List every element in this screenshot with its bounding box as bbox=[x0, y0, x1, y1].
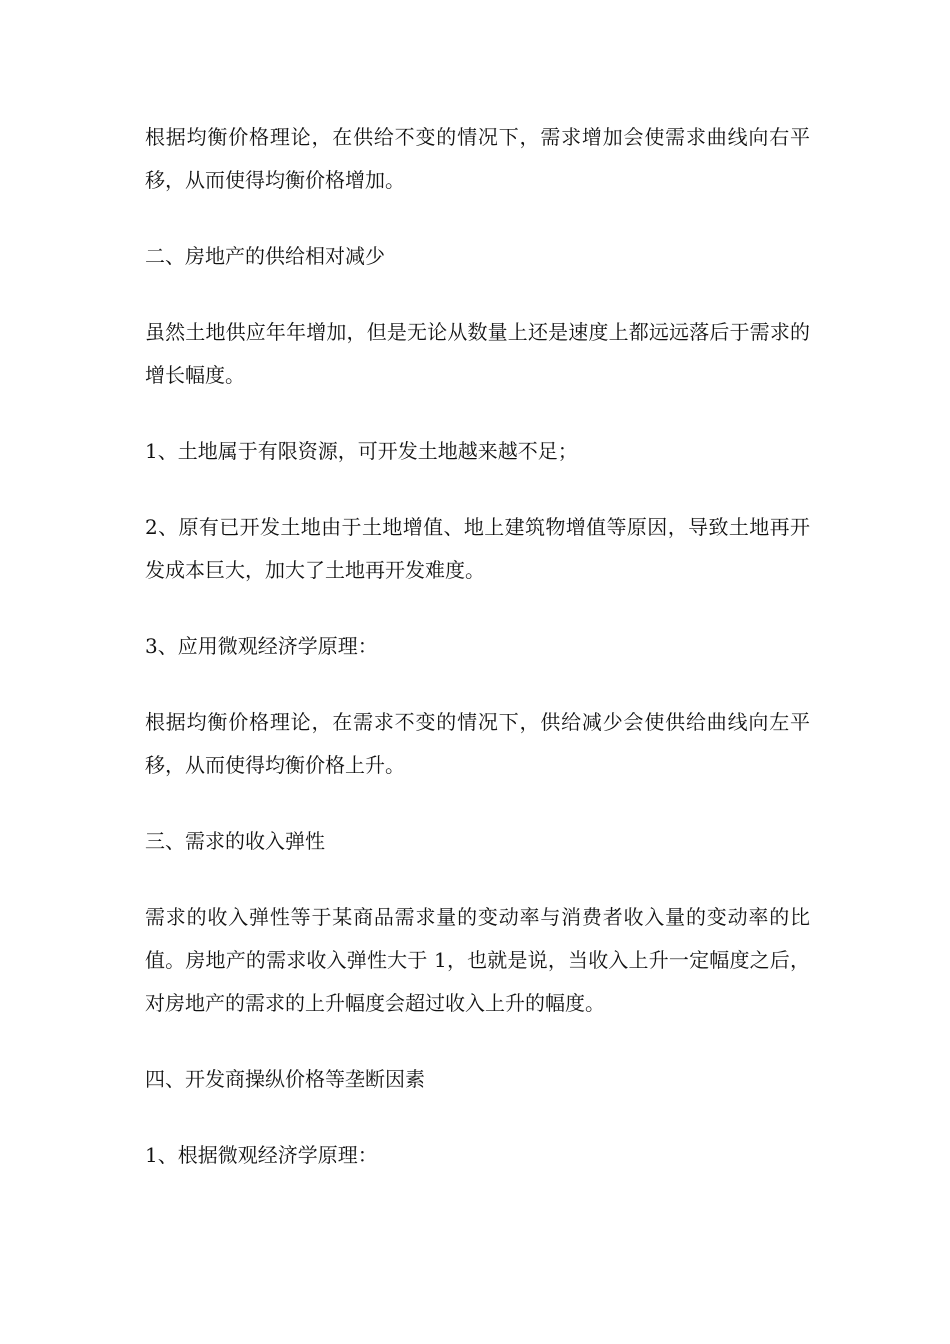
paragraph: 根据均衡价格理论，在需求不变的情况下，供给减少会使供给曲线向左平移，从而使得均衡价格上升。 bbox=[145, 710, 810, 777]
list-item: 3、应用微观经济学原理： bbox=[145, 634, 378, 658]
section-heading: 三、需求的收入弹性 bbox=[145, 829, 325, 853]
list-item: 1、根据微观经济学原理： bbox=[145, 1143, 378, 1167]
paragraph: 虽然土地供应年年增加，但是无论从数量上还是速度上都远远落后于需求的增长幅度。 bbox=[145, 320, 810, 387]
list-item: 2、原有已开发土地由于土地增值、地上建筑物增值等原因，导致土地再开发成本巨大，加大了土地再开发难度。 bbox=[145, 515, 810, 582]
list-item: 1、土地属于有限资源，可开发土地越来越不足； bbox=[145, 439, 578, 463]
section-heading: 二、房地产的供给相对减少 bbox=[145, 244, 385, 268]
document-body bbox=[145, 116, 810, 1210]
paragraph: 需求的收入弹性等于某商品需求量的变动率与消费者收入量的变动率的比值。房地产的需求收入弹性大于 1，也就是说，当收入上升一定幅度之后，对房地产的需求的上升幅度会超过收入上升的幅度。 bbox=[145, 905, 810, 1015]
section-heading: 四、开发商操纵价格等垄断因素 bbox=[145, 1067, 425, 1091]
paragraph: 根据均衡价格理论，在供给不变的情况下，需求增加会使需求曲线向右平移，从而使得均衡价格增加。 bbox=[145, 125, 810, 192]
